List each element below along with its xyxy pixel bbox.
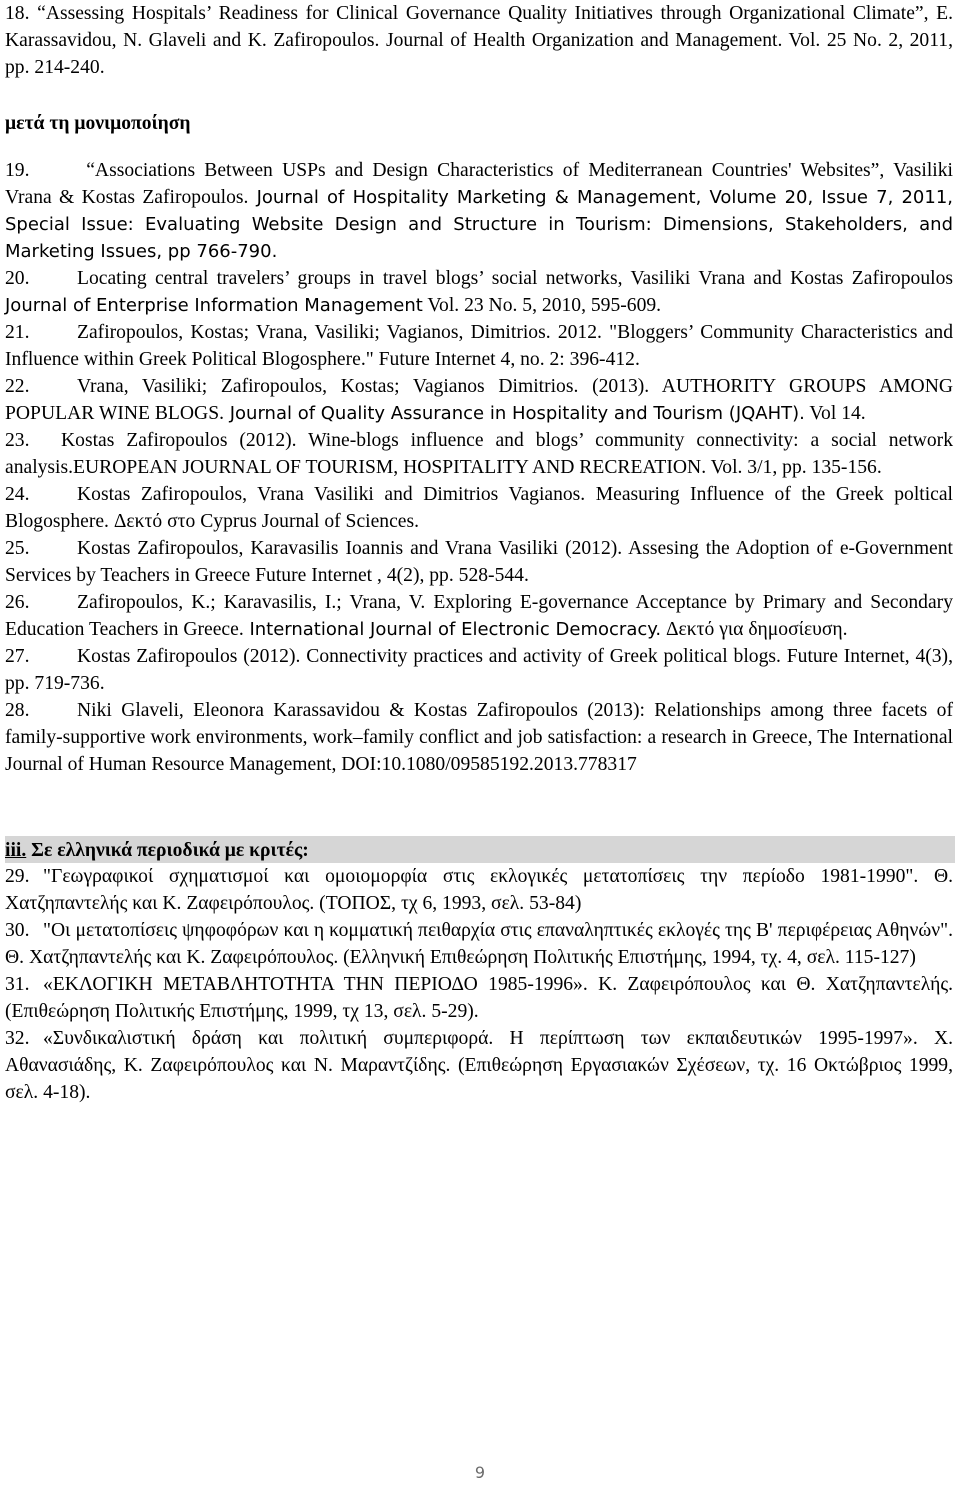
publication-entry-32 (5, 1025, 953, 1106)
publication-entry-28 (5, 697, 953, 778)
section-heading-greek-journals (5, 836, 955, 863)
entry-text: "Γεωγραφικοί σχηματισμοί και ομοιομορφία στις εκλογικές μετατοπίσεις την περίοδο 1981-1990". Θ. Χατζηπαντελής και Κ. Ζαφειρόπουλος. (ΤΟΠΟΣ, τχ 6, 1993, σελ. 53-84) (5, 866, 953, 914)
entry-tail: Vol. 23 No. 5, 2010, 595-609. (422, 295, 662, 316)
entry-number: 30. (5, 920, 30, 941)
entry-text: “Associations Between USPs and Design Characteristics of Mediterranean Countries' Websites”, Vasiliki Vrana & Kostas Zafiropoulos. (5, 160, 953, 208)
publication-entry-30 (5, 917, 953, 971)
entry-text: Kostas Zafiropoulos (2012). Connectivity practices and activity of Greek political blogs. Future Internet, 4(3), pp. 719-736. (5, 646, 953, 694)
entry-text: Kostas Zafiropoulos (2012). Wine-blogs influence and blogs’ community connectivity: a social network analysis.EUROPEAN JOURNAL OF TOURISM, HOSPITALITY AND RECREATION. Vol. 3/1, pp. 135-156. (5, 430, 953, 478)
entry-number: 29. (5, 866, 30, 887)
entry-number: 25. (5, 538, 30, 559)
entry-text: Locating central travelers’ groups in travel blogs’ social networks, Vasiliki Vrana and Kostas Zafiropoulos (77, 268, 953, 289)
entry-number: 28. (5, 700, 30, 721)
section-roman-numeral: iii. (5, 840, 27, 861)
entry-number: 23. (5, 430, 30, 451)
entry-text: Vrana, Vasiliki; Zafiropoulos, Kostas; Vagianos Dimitrios. (2013). AUTHORITY GROUPS AMONG POPULAR WINE BLOGS. (5, 376, 953, 424)
entry-text: Kostas Zafiropoulos, Karavasilis Ioannis and Vrana Vasiliki (2012). Assesing the Adoption of e-Government Services by Teachers in Greece Future Internet , 4(2), pp. 528-544. (5, 538, 953, 586)
entry-number: 21. (5, 322, 30, 343)
entry-number: 20. (5, 268, 30, 289)
publication-entry-20 (5, 265, 953, 319)
entry-number: 19. (5, 160, 30, 181)
publication-entry-18 (5, 0, 953, 81)
entry-number: 31. (5, 974, 30, 995)
entry-number: 32. (5, 1028, 30, 1049)
entry-number: 27. (5, 646, 30, 667)
entry-text: Niki Glaveli, Eleonora Karassavidou & Kostas Zafiropoulos (2013): Relationships among three facets of family-supportive work environments, work–family conflict and job satisfaction: a research in Greece, The International Journal of Human Resource Management, DOI:10.1080/09585192.2013.778317 (5, 700, 953, 775)
entry-text: «Συνδικαλιστική δράση και πολιτική συμπεριφορά. Η περίπτωση των εκπαιδευτικών 1995-1997». Χ. Αθανασιάδης, Κ. Ζαφειρόπουλος και Ν. Μαραντζίδης. (Επιθεώρηση Εργασιακών Σχέσεων, τχ. 16 Οκτώβριος 1999, σελ. 4-18). (5, 1028, 953, 1103)
entry-journal: Journal of Quality Assurance in Hospitality and Tourism (JQAHT). (224, 403, 805, 424)
document-page (5, 0, 953, 1106)
entry-journal: International Journal of Electronic Democracy. (243, 619, 662, 640)
heading-after-finalization: μετά τη μονιμοποίηση (5, 113, 191, 134)
entry-number: 24. (5, 484, 30, 505)
publication-entry-26 (5, 589, 953, 643)
entry-tail: Vol 14. (804, 403, 866, 424)
publication-entry-21 (5, 319, 953, 373)
entry-text: Zafiropoulos, K.; Karavasilis, I.; Vrana, V. Exploring E-governance Acceptance by Primary and Secondary Education Teachers in Greece. (5, 592, 953, 640)
entry-journal: Journal of Hospitality Marketing & Management, Volume 20, Issue 7, 2011, Special Issue: Evaluating Website Design and Structure in Tourism: Dimensions, Stakeholders, and Marketing Issues, pp 766-790. (5, 187, 953, 262)
publication-entry-19 (5, 157, 953, 265)
publication-entry-24 (5, 481, 953, 535)
entry-number: 22. (5, 376, 30, 397)
entry-text: Zafiropoulos, Kostas; Vrana, Vasiliki; Vagianos, Dimitrios. 2012. "Bloggers’ Community Characteristics and Influence within Greek Political Blogosphere." Future Internet 4, no. 2: 396-412. (5, 322, 953, 370)
page-number: 9 (474, 1463, 486, 1482)
publication-entry-22 (5, 373, 953, 427)
section-title: Σε ελληνικά περιοδικά με κριτές: (26, 840, 309, 861)
entry-journal: Journal of Enterprise Information Management (5, 295, 423, 316)
entry-tail: Δεκτό για δημοσίευση. (661, 619, 848, 640)
publication-entry-25 (5, 535, 953, 589)
entry-text: Kostas Zafiropoulos, Vrana Vasiliki and Dimitrios Vagianos. Measuring Influence of the Greek poltical Blogosphere. Δεκτό στο Cyprus Journal of Sciences. (5, 484, 953, 532)
entry-number: 26. (5, 592, 30, 613)
publication-entry-23 (5, 427, 953, 481)
entry-text: "Οι μετατοπίσεις ψηφοφόρων και η κομματική πειθαρχία στις επαναληπτικές εκλογές της Β' περιφέρειας Αθηνών". Θ. Χατζηπαντελής και Κ. Ζαφειρόπουλος. (Ελληνική Επιθεώρηση Πολιτικής Επιστήμης, 1994, τχ. 4, σελ. 115-127) (5, 920, 953, 968)
publication-entry-27 (5, 643, 953, 697)
publication-entry-29 (5, 863, 953, 917)
publication-entry-31 (5, 971, 953, 1025)
entry-text: «ΕΚΛΟΓΙΚΗ ΜΕΤΑΒΛΗΤΟΤΗΤΑ ΤΗΝ ΠΕΡΙΟΔΟ 1985-1996». Κ. Ζαφειρόπουλος και Θ. Χατζηπαντελής. (Επιθεώρηση Πολιτικής Επιστήμης, 1999, τχ 13, σελ. 5-29). (5, 974, 953, 1022)
entry-18-text: 18. “Assessing Hospitals’ Readiness for Clinical Governance Quality Initiatives through Organizational Climate”, E. Karassavidou, N. Glaveli and K. Zafiropoulos. Journal of Health Organization and Management. Vol. 25 No. 2, 2011, pp. 214-240. (5, 3, 953, 78)
